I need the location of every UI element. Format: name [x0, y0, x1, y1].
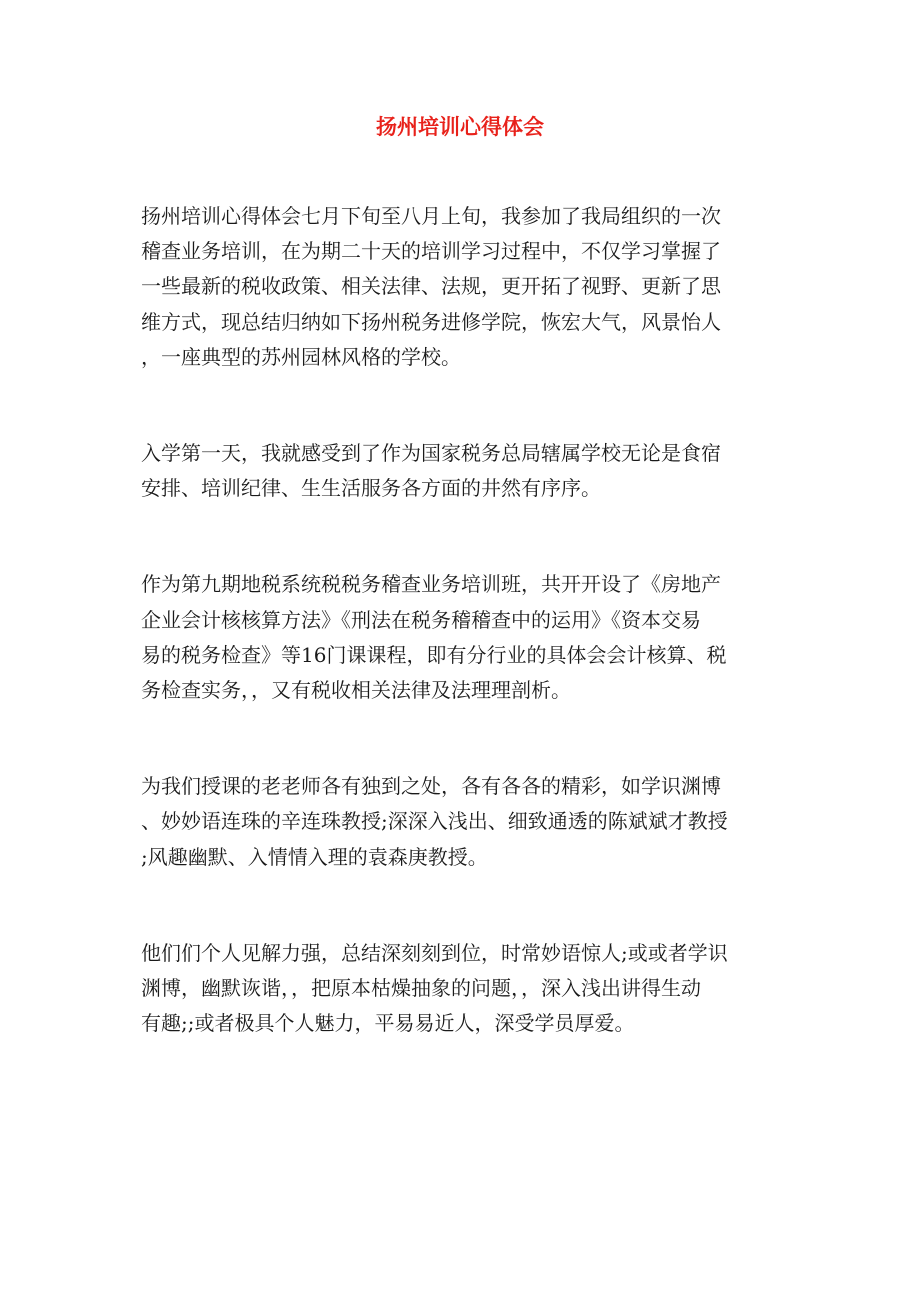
paragraph-2 — [141, 436, 781, 506]
paragraph-3 — [141, 567, 781, 708]
paragraph-line: 稽查业务培训，在为期二十天的培训学习过程中，不仅学习掌握了 — [141, 239, 721, 264]
paragraph-line: ，一座典型的苏州园林风格的学校。 — [141, 344, 461, 369]
paragraph-line: 一些最新的税收政策、相关法律、法规，更开拓了视野、更新了思 — [141, 274, 721, 299]
paragraph-line: 入学第一天，我就感受到了作为国家税务总局辖属学校无论是食宿 — [141, 441, 721, 466]
paragraph-line: 务检查实务，，又有税收相关法律及法理理剖析。 — [141, 678, 571, 703]
paragraph-line: 维方式，现总结归纳如下扬州税务进修学院，恢宏大气，风景怡人 — [141, 309, 721, 334]
paragraph-line: 有趣;;或者极具个人魅力，平易易近人，深受学员厚爱。 — [141, 1011, 635, 1036]
paragraph-4 — [141, 769, 781, 875]
paragraph-line: ;风趣幽默、入情情入理的袁森庚教授。 — [141, 844, 488, 869]
paragraph-line: 安排、培训纪律、生生活服务各方面的井然有序序。 — [141, 476, 601, 501]
paragraph-line: 扬州培训心得体会七月下旬至八月上旬，我参加了我局组织的一次 — [141, 204, 721, 228]
document-body — [141, 199, 781, 1102]
paragraph-line: 易的税务检查》等16门课课程，即有分行业的具体会会计核算、税 — [141, 642, 727, 667]
paragraph-1 — [141, 199, 781, 375]
paragraph-line: 作为第九期地税系统税税务稽查业务培训班，共开开设了《房地产 — [141, 572, 721, 597]
paragraph-line: 为我们授课的老老师各有独到之处，各有各各的精彩，如学识渊博 — [141, 774, 721, 799]
paragraph-5 — [141, 936, 781, 1042]
paragraph-line: 、妙妙语连珠的辛连珠教授;深深入浅出、细致通透的陈斌斌才教授 — [141, 809, 728, 834]
paragraph-line: 企业会计核核算方法》《刑法在税务稽稽查中的运用》《资本交易 — [141, 607, 701, 632]
document-title: 扬州培训心得体会 — [376, 114, 544, 139]
paragraph-line: 他们们个人见解力强，总结深刻刻到位，时常妙语惊人;或或者学识 — [141, 940, 728, 965]
paragraph-line: 渊博，幽默诙谐，，把原本枯燥抽象的问题，，深入浅出讲得生动 — [141, 976, 701, 1001]
